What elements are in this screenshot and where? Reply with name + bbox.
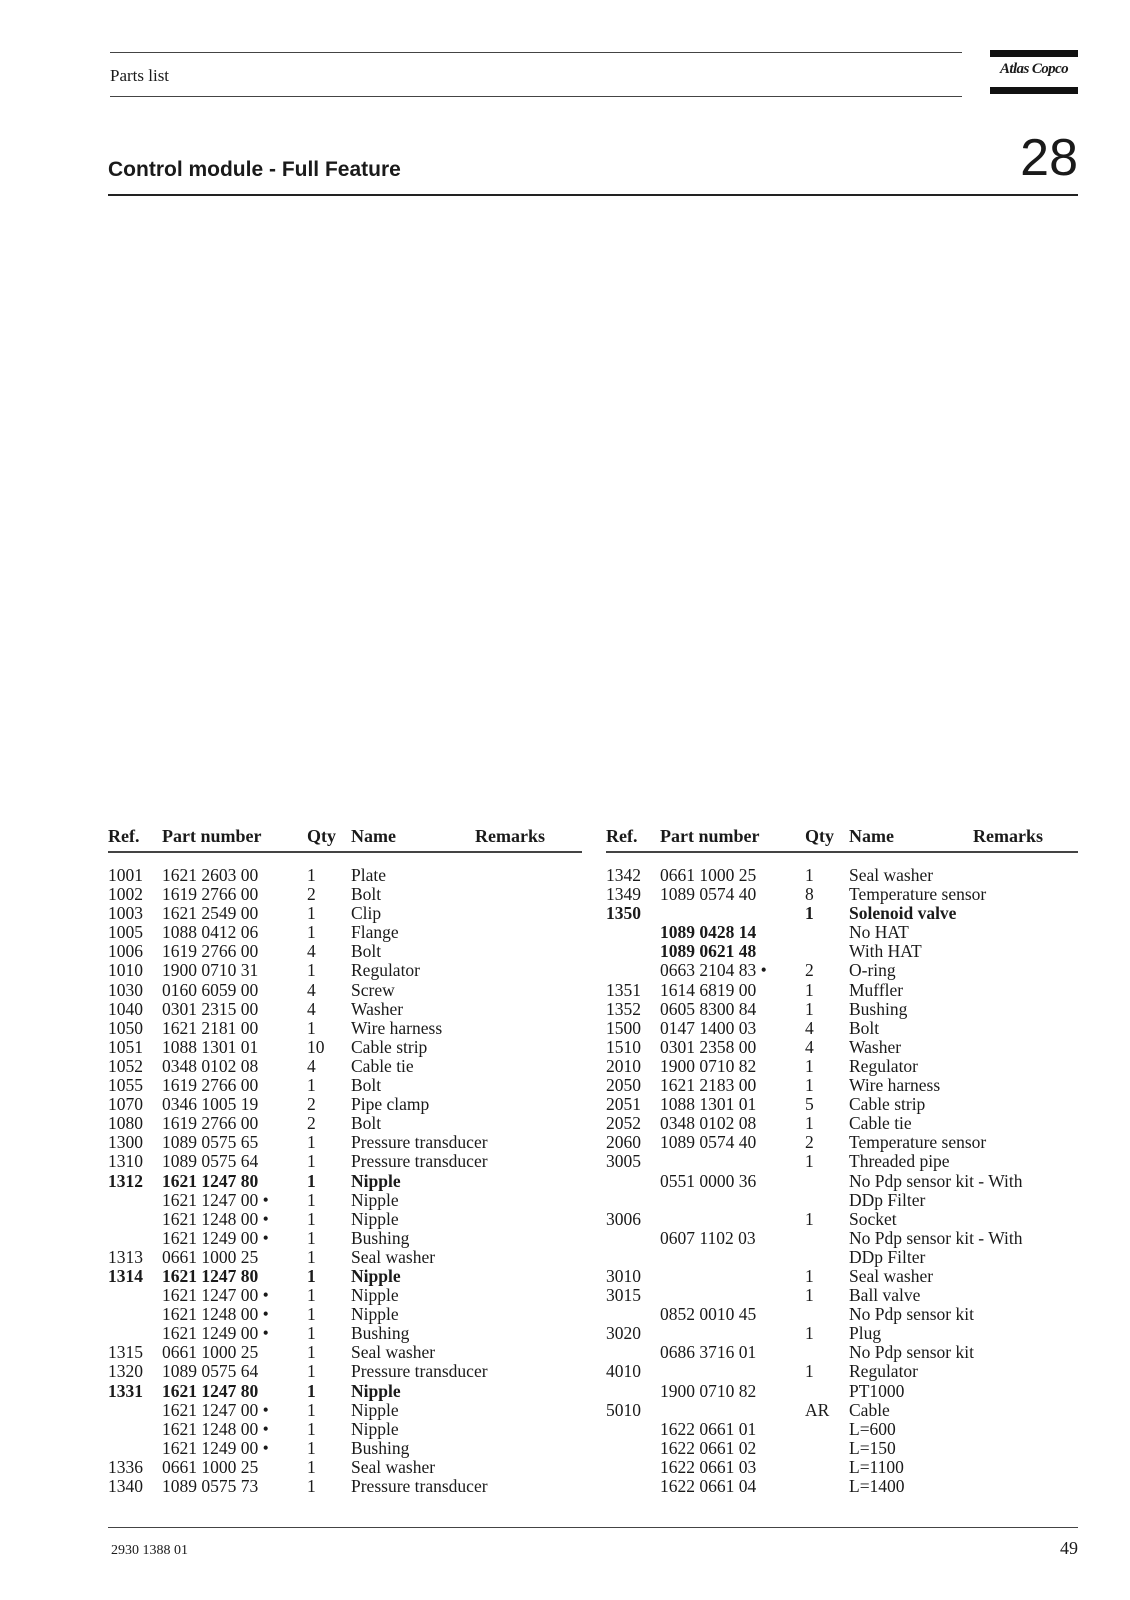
part-number-cell: 1089 0575 64 bbox=[162, 1151, 259, 1172]
qty-cell: 1 bbox=[805, 1075, 814, 1096]
part-number-cell: 1621 1247 00 • bbox=[162, 1285, 269, 1306]
page-number: 49 bbox=[1060, 1538, 1078, 1558]
name-cell: Seal washer bbox=[849, 1265, 934, 1286]
ref-cell: 2052 bbox=[606, 1113, 641, 1134]
title-rule bbox=[108, 194, 1078, 196]
part-number-cell: 0661 1000 25 bbox=[660, 865, 757, 885]
name-cell: Nipple bbox=[351, 1304, 399, 1325]
qty-cell: 1 bbox=[307, 1151, 316, 1172]
part-number-cell: 1619 2766 00 bbox=[162, 884, 259, 905]
qty-cell: 2 bbox=[307, 1094, 316, 1115]
qty-cell: 1 bbox=[307, 1017, 316, 1038]
ref-cell: 1336 bbox=[108, 1456, 143, 1477]
part-number-cell: 1614 6819 00 bbox=[660, 979, 757, 1000]
part-number-cell: 1089 0574 40 bbox=[660, 1132, 757, 1153]
part-number-cell: 1089 0621 48 bbox=[660, 941, 757, 962]
qty-cell: 1 bbox=[307, 1323, 316, 1344]
col-header-part-number: Part number bbox=[162, 826, 262, 846]
qty-cell: 8 bbox=[805, 884, 814, 905]
part-number-cell: 1621 2181 00 bbox=[162, 1017, 259, 1038]
qty-cell: 1 bbox=[307, 1208, 316, 1229]
name-cell: L=1100 bbox=[849, 1456, 904, 1477]
qty-cell: 4 bbox=[307, 941, 316, 962]
qty-cell: 1 bbox=[307, 1456, 316, 1477]
part-number-cell: 0348 0102 08 bbox=[162, 1055, 259, 1076]
ref-cell: 2050 bbox=[606, 1075, 641, 1096]
header-bottom-rule bbox=[110, 96, 962, 97]
name-cell: Washer bbox=[351, 998, 404, 1019]
name-cell: Flange bbox=[351, 922, 399, 943]
name-cell: Regulator bbox=[849, 1361, 919, 1382]
atlas-copco-logo bbox=[990, 50, 1078, 94]
ref-cell: 1080 bbox=[108, 1113, 143, 1134]
part-number-cell: 1621 2549 00 bbox=[162, 903, 259, 924]
name-cell: Bolt bbox=[351, 1113, 382, 1134]
ref-cell: 1320 bbox=[108, 1361, 143, 1382]
part-number-cell: 1089 0575 73 bbox=[162, 1476, 259, 1496]
qty-cell: 4 bbox=[307, 979, 316, 1000]
part-number-cell: 1621 2183 00 bbox=[660, 1075, 757, 1096]
qty-cell: 1 bbox=[805, 1208, 814, 1229]
ref-cell: 1001 bbox=[108, 865, 143, 885]
ref-cell: 1500 bbox=[606, 1017, 641, 1038]
name-cell: Cable tie bbox=[351, 1055, 414, 1076]
part-number-cell: 1621 1249 00 • bbox=[162, 1227, 269, 1248]
qty-cell: 1 bbox=[307, 865, 316, 885]
ref-cell: 1352 bbox=[606, 998, 641, 1019]
part-number-cell: 1089 0574 40 bbox=[660, 884, 757, 905]
name-cell: Seal washer bbox=[351, 1246, 436, 1267]
name-cell: Nipple bbox=[351, 1399, 399, 1420]
part-number-cell: 1621 1247 80 bbox=[162, 1170, 259, 1191]
part-number-cell: 0661 1000 25 bbox=[162, 1342, 259, 1363]
ref-cell: 1331 bbox=[108, 1380, 143, 1401]
ref-cell: 5010 bbox=[606, 1399, 641, 1420]
name-cell: Solenoid valve bbox=[849, 903, 957, 924]
ref-cell: 1030 bbox=[108, 979, 143, 1000]
part-number-cell: 1621 2603 00 bbox=[162, 865, 259, 885]
ref-cell: 1510 bbox=[606, 1036, 641, 1057]
qty-cell: 1 bbox=[307, 1170, 316, 1191]
name-cell: Cable strip bbox=[849, 1094, 926, 1115]
part-number-cell: 1621 1248 00 • bbox=[162, 1304, 269, 1325]
qty-cell: 1 bbox=[307, 1304, 316, 1325]
part-number-cell: 1622 0661 01 bbox=[660, 1418, 757, 1439]
ref-cell: 1349 bbox=[606, 884, 641, 905]
logo-text: Atlas Copco bbox=[1000, 61, 1068, 77]
part-number-cell: 1089 0575 65 bbox=[162, 1132, 259, 1153]
document-number: 2930 1388 01 bbox=[111, 1543, 188, 1558]
qty-cell: 1 bbox=[307, 1285, 316, 1306]
part-number-cell: 1621 1247 80 bbox=[162, 1380, 259, 1401]
part-number-cell: 1621 1247 80 bbox=[162, 1265, 259, 1286]
qty-cell: 1 bbox=[307, 1189, 316, 1210]
ref-cell: 3006 bbox=[606, 1208, 641, 1229]
ref-cell: 2010 bbox=[606, 1055, 641, 1076]
ref-cell: 1002 bbox=[108, 884, 143, 905]
col-header-qty: Qty bbox=[805, 826, 834, 846]
qty-cell: 1 bbox=[307, 1342, 316, 1363]
qty-cell: 1 bbox=[307, 1437, 316, 1458]
name-cell: L=1400 bbox=[849, 1476, 905, 1496]
qty-cell: 1 bbox=[307, 1132, 316, 1153]
qty-cell: 1 bbox=[307, 1418, 316, 1439]
qty-cell: 1 bbox=[307, 922, 316, 943]
ref-cell: 1005 bbox=[108, 922, 143, 943]
name-cell: No Pdp sensor kit - With bbox=[849, 1227, 1023, 1248]
name-cell: PT1000 bbox=[849, 1380, 905, 1401]
name-cell: Bushing bbox=[351, 1323, 410, 1344]
col-header-name: Name bbox=[849, 826, 894, 846]
ref-cell: 1314 bbox=[108, 1265, 143, 1286]
qty-cell: 5 bbox=[805, 1094, 814, 1115]
qty-cell: 10 bbox=[307, 1036, 325, 1057]
qty-cell: 4 bbox=[307, 998, 316, 1019]
qty-cell: 1 bbox=[307, 1075, 316, 1096]
name-cell: Cable tie bbox=[849, 1113, 912, 1134]
footer-rule bbox=[108, 1527, 1078, 1528]
part-number-cell: 1621 1247 00 • bbox=[162, 1399, 269, 1420]
name-cell: Cable strip bbox=[351, 1036, 428, 1057]
part-number-cell: 0661 1000 25 bbox=[162, 1456, 259, 1477]
ref-cell: 1006 bbox=[108, 941, 143, 962]
name-cell: With HAT bbox=[849, 941, 922, 962]
part-number-cell: 1621 1248 00 • bbox=[162, 1208, 269, 1229]
qty-cell: 2 bbox=[307, 884, 316, 905]
part-number-cell: 0661 1000 25 bbox=[162, 1246, 259, 1267]
qty-cell: 1 bbox=[805, 998, 814, 1019]
name-cell: Nipple bbox=[351, 1418, 399, 1439]
qty-cell: 1 bbox=[307, 1380, 316, 1401]
ref-cell: 1070 bbox=[108, 1094, 143, 1115]
qty-cell: 1 bbox=[307, 1246, 316, 1267]
col-header-name: Name bbox=[351, 826, 396, 846]
name-cell: Bushing bbox=[351, 1227, 410, 1248]
qty-cell: 1 bbox=[805, 1113, 814, 1134]
table-header-rule bbox=[606, 851, 1078, 853]
col-header-qty: Qty bbox=[307, 826, 336, 846]
ref-cell: 1051 bbox=[108, 1036, 143, 1057]
name-cell: Bolt bbox=[849, 1017, 880, 1038]
qty-cell: 2 bbox=[805, 1132, 814, 1153]
qty-cell: 1 bbox=[805, 1265, 814, 1286]
name-cell: Nipple bbox=[351, 1380, 401, 1401]
qty-cell: 4 bbox=[805, 1017, 814, 1038]
qty-cell: 1 bbox=[307, 1476, 316, 1496]
name-cell: Temperature sensor bbox=[849, 1132, 987, 1153]
name-cell: Nipple bbox=[351, 1208, 399, 1229]
name-cell: Nipple bbox=[351, 1265, 401, 1286]
section-label: Parts list bbox=[110, 66, 170, 85]
part-number-cell: 1088 0412 06 bbox=[162, 922, 259, 943]
ref-cell: 1052 bbox=[108, 1055, 143, 1076]
part-number-cell: 1619 2766 00 bbox=[162, 941, 259, 962]
name-cell: Pressure transducer bbox=[351, 1361, 488, 1382]
col-header-remarks: Remarks bbox=[973, 826, 1043, 846]
part-number-cell: 0346 1005 19 bbox=[162, 1094, 259, 1115]
part-number-cell: 1089 0428 14 bbox=[660, 922, 757, 943]
table-header-rule bbox=[108, 851, 582, 853]
qty-cell: 4 bbox=[805, 1036, 814, 1057]
name-cell: Seal washer bbox=[849, 865, 934, 885]
name-cell: No Pdp sensor kit - With bbox=[849, 1170, 1023, 1191]
qty-cell: 1 bbox=[307, 1361, 316, 1382]
name-cell: No HAT bbox=[849, 922, 909, 943]
name-cell: Bolt bbox=[351, 941, 382, 962]
ref-cell: 1300 bbox=[108, 1132, 143, 1153]
part-number-cell: 1621 1249 00 • bbox=[162, 1437, 269, 1458]
part-number-cell: 0301 2358 00 bbox=[660, 1036, 757, 1057]
part-number-cell: 0551 0000 36 bbox=[660, 1170, 757, 1191]
name-cell: Seal washer bbox=[351, 1342, 436, 1363]
page-title: Control module - Full Feature bbox=[108, 158, 401, 181]
name-cell: O-ring bbox=[849, 960, 896, 981]
ref-cell: 1010 bbox=[108, 960, 143, 981]
ref-cell: 1055 bbox=[108, 1075, 143, 1096]
name-cell: Screw bbox=[351, 979, 395, 1000]
name-cell: Muffler bbox=[849, 979, 904, 1000]
ref-cell: 1350 bbox=[606, 903, 641, 924]
part-number-cell: 1621 1247 00 • bbox=[162, 1189, 269, 1210]
qty-cell: 1 bbox=[805, 1361, 814, 1382]
name-cell: Regulator bbox=[351, 960, 421, 981]
part-number-cell: 1621 1249 00 • bbox=[162, 1323, 269, 1344]
name-cell: DDp Filter bbox=[849, 1189, 926, 1210]
qty-cell: 1 bbox=[307, 1399, 316, 1420]
header-top-rule bbox=[110, 52, 962, 53]
qty-cell: AR bbox=[805, 1399, 830, 1420]
name-cell: Temperature sensor bbox=[849, 884, 987, 905]
ref-cell: 3010 bbox=[606, 1265, 641, 1286]
ref-cell: 1340 bbox=[108, 1476, 143, 1496]
qty-cell: 1 bbox=[805, 865, 814, 885]
name-cell: Bushing bbox=[849, 998, 908, 1019]
name-cell: L=600 bbox=[849, 1418, 896, 1439]
ref-cell: 1313 bbox=[108, 1246, 143, 1267]
part-number-cell: 1088 1301 01 bbox=[660, 1094, 757, 1115]
name-cell: Wire harness bbox=[849, 1075, 941, 1096]
chapter-number: 28 bbox=[1020, 129, 1078, 187]
qty-cell: 2 bbox=[307, 1113, 316, 1134]
part-number-cell: 1088 1301 01 bbox=[162, 1036, 259, 1057]
name-cell: Plug bbox=[849, 1323, 882, 1344]
ref-cell: 1050 bbox=[108, 1017, 143, 1038]
name-cell: Bolt bbox=[351, 1075, 382, 1096]
ref-cell: 4010 bbox=[606, 1361, 641, 1382]
part-number-cell: 0147 1400 03 bbox=[660, 1017, 757, 1038]
part-number-cell: 0607 1102 03 bbox=[660, 1227, 756, 1248]
part-number-cell: 1900 0710 82 bbox=[660, 1380, 757, 1401]
part-number-cell: 1900 0710 31 bbox=[162, 960, 259, 981]
ref-cell: 3020 bbox=[606, 1323, 641, 1344]
ref-cell: 3005 bbox=[606, 1151, 641, 1172]
col-header-ref: Ref. bbox=[606, 826, 638, 846]
name-cell: Plate bbox=[351, 865, 386, 885]
name-cell: Ball valve bbox=[849, 1285, 921, 1306]
part-number-cell: 1619 2766 00 bbox=[162, 1075, 259, 1096]
ref-cell: 2051 bbox=[606, 1094, 641, 1115]
part-number-cell: 0686 3716 01 bbox=[660, 1342, 757, 1363]
part-number-cell: 0852 0010 45 bbox=[660, 1304, 757, 1325]
qty-cell: 4 bbox=[307, 1055, 316, 1076]
name-cell: Nipple bbox=[351, 1189, 399, 1210]
qty-cell: 1 bbox=[805, 1285, 814, 1306]
qty-cell: 1 bbox=[805, 1151, 814, 1172]
part-number-cell: 1622 0661 03 bbox=[660, 1456, 757, 1477]
qty-cell: 1 bbox=[805, 903, 814, 924]
name-cell: Nipple bbox=[351, 1285, 399, 1306]
part-number-cell: 0160 6059 00 bbox=[162, 979, 259, 1000]
name-cell: Seal washer bbox=[351, 1456, 436, 1477]
name-cell: No Pdp sensor kit bbox=[849, 1304, 974, 1325]
part-number-cell: 1619 2766 00 bbox=[162, 1113, 259, 1134]
part-number-cell: 1622 0661 04 bbox=[660, 1476, 757, 1496]
qty-cell: 1 bbox=[307, 903, 316, 924]
ref-cell: 3015 bbox=[606, 1285, 641, 1306]
name-cell: Washer bbox=[849, 1036, 902, 1057]
qty-cell: 1 bbox=[307, 1227, 316, 1248]
col-header-part-number: Part number bbox=[660, 826, 760, 846]
name-cell: Pressure transducer bbox=[351, 1151, 488, 1172]
ref-cell: 1310 bbox=[108, 1151, 143, 1172]
name-cell: L=150 bbox=[849, 1437, 896, 1458]
col-header-ref: Ref. bbox=[108, 826, 140, 846]
part-number-cell: 0605 8300 84 bbox=[660, 998, 757, 1019]
part-number-cell: 0663 2104 83 • bbox=[660, 960, 767, 981]
part-number-cell: 1621 1248 00 • bbox=[162, 1418, 269, 1439]
part-number-cell: 1622 0661 02 bbox=[660, 1437, 757, 1458]
name-cell: Socket bbox=[849, 1208, 897, 1229]
name-cell: Pipe clamp bbox=[351, 1094, 430, 1115]
ref-cell: 1315 bbox=[108, 1342, 143, 1363]
part-number-cell: 0348 0102 08 bbox=[660, 1113, 757, 1134]
name-cell: Wire harness bbox=[351, 1017, 443, 1038]
name-cell: No Pdp sensor kit bbox=[849, 1342, 974, 1363]
name-cell: DDp Filter bbox=[849, 1246, 926, 1267]
ref-cell: 1342 bbox=[606, 865, 641, 885]
qty-cell: 1 bbox=[805, 1323, 814, 1344]
name-cell: Bolt bbox=[351, 884, 382, 905]
ref-cell: 1351 bbox=[606, 979, 641, 1000]
name-cell: Pressure transducer bbox=[351, 1132, 488, 1153]
qty-cell: 1 bbox=[805, 1055, 814, 1076]
col-header-remarks: Remarks bbox=[475, 826, 545, 846]
qty-cell: 2 bbox=[805, 960, 814, 981]
part-number-cell: 1089 0575 64 bbox=[162, 1361, 259, 1382]
ref-cell: 1040 bbox=[108, 998, 143, 1019]
name-cell: Clip bbox=[351, 903, 382, 924]
name-cell: Cable bbox=[849, 1399, 890, 1420]
qty-cell: 1 bbox=[805, 979, 814, 1000]
name-cell: Regulator bbox=[849, 1055, 919, 1076]
qty-cell: 1 bbox=[307, 1265, 316, 1286]
name-cell: Threaded pipe bbox=[849, 1151, 950, 1172]
logo-top-bar bbox=[990, 50, 1078, 57]
qty-cell: 1 bbox=[307, 960, 316, 981]
ref-cell: 1003 bbox=[108, 903, 143, 924]
ref-cell: 1312 bbox=[108, 1170, 143, 1191]
name-cell: Nipple bbox=[351, 1170, 401, 1191]
name-cell: Bushing bbox=[351, 1437, 410, 1458]
name-cell: Pressure transducer bbox=[351, 1476, 488, 1496]
ref-cell: 2060 bbox=[606, 1132, 641, 1153]
part-number-cell: 0301 2315 00 bbox=[162, 998, 259, 1019]
part-number-cell: 1900 0710 82 bbox=[660, 1055, 757, 1076]
logo-bottom-bar bbox=[990, 87, 1078, 94]
